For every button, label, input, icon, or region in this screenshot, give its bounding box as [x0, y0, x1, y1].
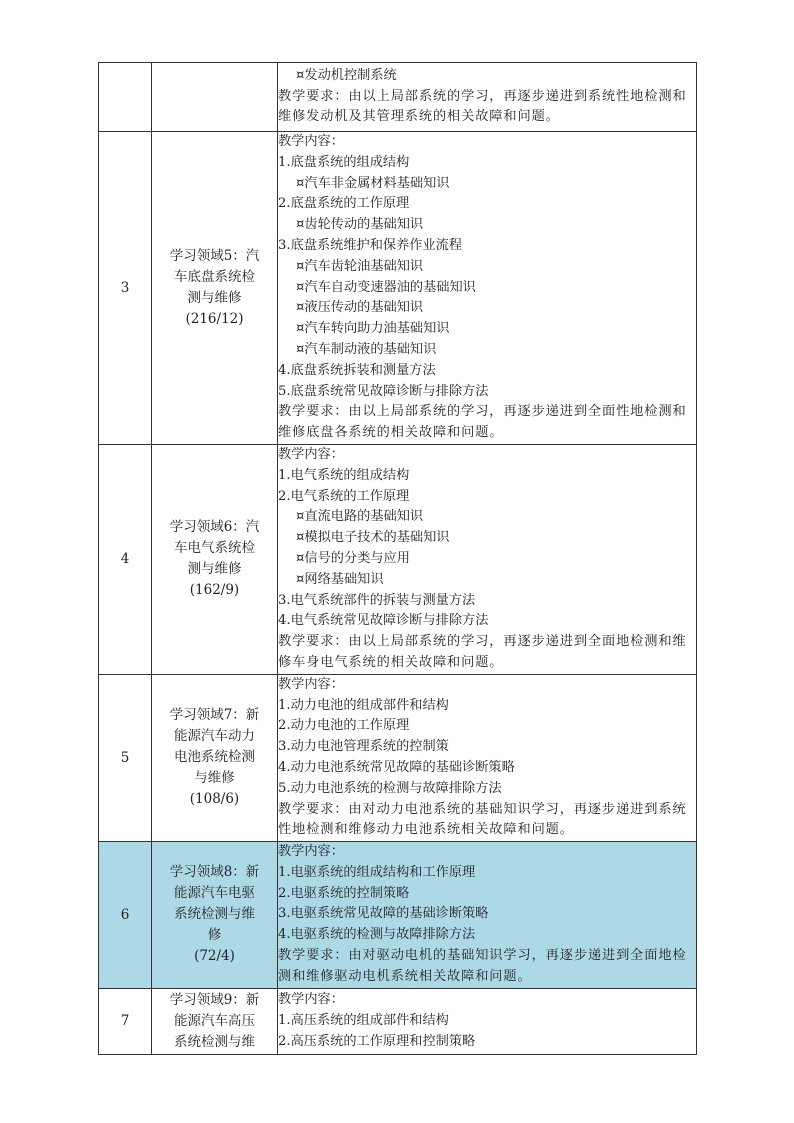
content-item: 2.电驱系统的控制策略 [278, 885, 410, 901]
table-row [99, 132, 697, 445]
teaching-content [278, 444, 697, 674]
table-row [99, 444, 697, 674]
content-item: 2.底盘系统的工作原理 [278, 196, 410, 212]
learning-area-name-line: (216/12) [185, 310, 244, 327]
table-row [99, 988, 697, 1054]
content-subitem: ¤汽车转向助力油基础知识 [296, 321, 450, 337]
content-subitem: ¤汽车制动液的基础知识 [296, 341, 437, 357]
row-number: 5 [99, 674, 152, 841]
content-item: 1.电驱系统的组成结构和工作原理 [278, 864, 476, 880]
content-item: 4.电气系统常见故障诊断与排除方法 [278, 613, 489, 629]
curriculum-table [98, 62, 697, 1055]
content-item: 教学内容： [278, 991, 344, 1007]
table-row [99, 842, 697, 989]
teaching-content [278, 674, 697, 841]
content-item: 教学内容： [278, 134, 344, 149]
learning-area-name [152, 988, 278, 1054]
content-item: 5.动力电池系统的检测与故障排除方法 [278, 780, 502, 796]
learning-area-name [152, 444, 278, 674]
learning-area-name-line: 车电气系统检 [174, 540, 255, 557]
table-row [99, 674, 697, 841]
learning-area-name-line: 测与维修 [187, 289, 242, 306]
row-number: 3 [99, 132, 152, 445]
content-item: 2.高压系统的工作原理和控制策略 [278, 1033, 476, 1049]
learning-area-name [152, 674, 278, 841]
content-subitem: ¤汽车齿轮油基础知识 [296, 258, 424, 274]
content-subitem: ¤汽车非金属材料基础知识 [296, 175, 450, 191]
content-subitem: ¤直流电路的基础知识 [296, 509, 424, 525]
learning-area-name-line: (108/6) [189, 791, 240, 808]
learning-area-name-line: 能源汽车高压 [174, 1012, 255, 1029]
learning-area-name-line: 车底盘系统检 [174, 268, 255, 285]
content-item: 教学内容： [278, 676, 344, 692]
learning-area-name-line: (162/9) [189, 582, 240, 599]
learning-area-name [152, 63, 278, 132]
teaching-requirement: 教学要求：由以上局部系统的学习，再逐步递进到系统性地检测和维修发动机及其管理系统的相关故障和问题。 [278, 88, 687, 125]
learning-area-name-line: 测与维修 [187, 561, 242, 578]
content-item: 教学内容： [278, 446, 344, 462]
learning-area-name-line: 学习领域6：汽 [169, 519, 260, 536]
learning-area-name-line: 学习领域9：新 [169, 991, 260, 1008]
table-row [99, 63, 697, 132]
row-number: 6 [99, 842, 152, 989]
learning-area-name [152, 132, 278, 445]
content-item: 教学内容： [278, 844, 344, 860]
content-item: 3.底盘系统维护和保养作业流程 [278, 237, 463, 253]
learning-area-name-line: 能源汽车电驱 [174, 885, 255, 902]
content-item: 3.电气系统部件的拆装与测量方法 [278, 592, 476, 608]
teaching-content [278, 842, 697, 989]
content-subitem: ¤信号的分类与应用 [296, 550, 410, 566]
row-number [99, 63, 152, 132]
learning-area-name-line: 能源汽车动力 [174, 728, 255, 745]
curriculum-table-body [99, 63, 697, 1055]
learning-area-name [152, 842, 278, 989]
teaching-requirement: 教学要求：由以上局部系统的学习，再逐步递进到全面性地检测和维修底盘各系统的相关故障和问题。 [278, 404, 687, 441]
teaching-content [278, 63, 697, 132]
content-item: 3.电驱系统常见故障的基础诊断策略 [278, 906, 489, 922]
content-item: 2.电气系统的工作原理 [278, 488, 410, 504]
content-item: 5.底盘系统常见故障诊断与排除方法 [278, 383, 489, 399]
content-item: 3.动力电池管理系统的控制策 [278, 739, 449, 755]
learning-area-name-line: 修 [207, 927, 222, 944]
content-subitem: ¤模拟电子技术的基础知识 [296, 530, 450, 546]
content-subitem: ¤网络基础知识 [296, 571, 384, 587]
learning-area-name-line: (72/4) [194, 948, 235, 965]
teaching-requirement: 教学要求：由对动力电池系统的基础知识学习，再逐步递进到系统性地检测和维修动力电池系统相关故障和问题。 [278, 801, 687, 838]
content-item: 1.动力电池的组成部件和结构 [278, 697, 449, 713]
row-number: 4 [99, 444, 152, 674]
content-subitem: ¤汽车自动变速器油的基础知识 [296, 279, 476, 295]
content-subitem: ¤液压传动的基础知识 [296, 300, 424, 316]
learning-area-name-line: 与维修 [194, 770, 235, 787]
content-item: 1.电气系统的组成结构 [278, 467, 410, 483]
learning-area-name-line: 系统检测与维 [174, 1033, 255, 1050]
row-number: 7 [99, 988, 152, 1054]
teaching-requirement: 教学要求：由对驱动电机的基础知识学习，再逐步递进到全面地检测和维修驱动电机系统相关故障和问题。 [278, 948, 687, 984]
learning-area-name-line: 系统检测与维 [174, 906, 255, 923]
teaching-content [278, 132, 697, 445]
learning-area-name-line: 学习领域5：汽 [169, 247, 260, 264]
content-item: 4.电驱系统的检测与故障排除方法 [278, 927, 476, 943]
content-subitem: ¤发动机控制系统 [296, 67, 397, 83]
content-item: 4.底盘系统拆装和测量方法 [278, 362, 436, 378]
content-item: 4.动力电池系统常见故障的基础诊断策略 [278, 759, 515, 775]
teaching-content [278, 988, 697, 1054]
learning-area-name-line: 学习领域8：新 [169, 864, 260, 881]
content-subitem: ¤齿轮传动的基础知识 [296, 217, 424, 233]
content-item: 1.高压系统的组成部件和结构 [278, 1012, 449, 1028]
learning-area-name-line: 学习领域7：新 [169, 707, 260, 724]
learning-area-name-line: 电池系统检测 [174, 749, 255, 766]
content-item: 1.底盘系统的组成结构 [278, 154, 410, 170]
teaching-requirement: 教学要求：由以上局部系统的学习，再逐步递进到全面地检测和维修车身电气系统的相关故障和问题。 [278, 634, 687, 670]
content-item: 2.动力电池的工作原理 [278, 718, 410, 734]
